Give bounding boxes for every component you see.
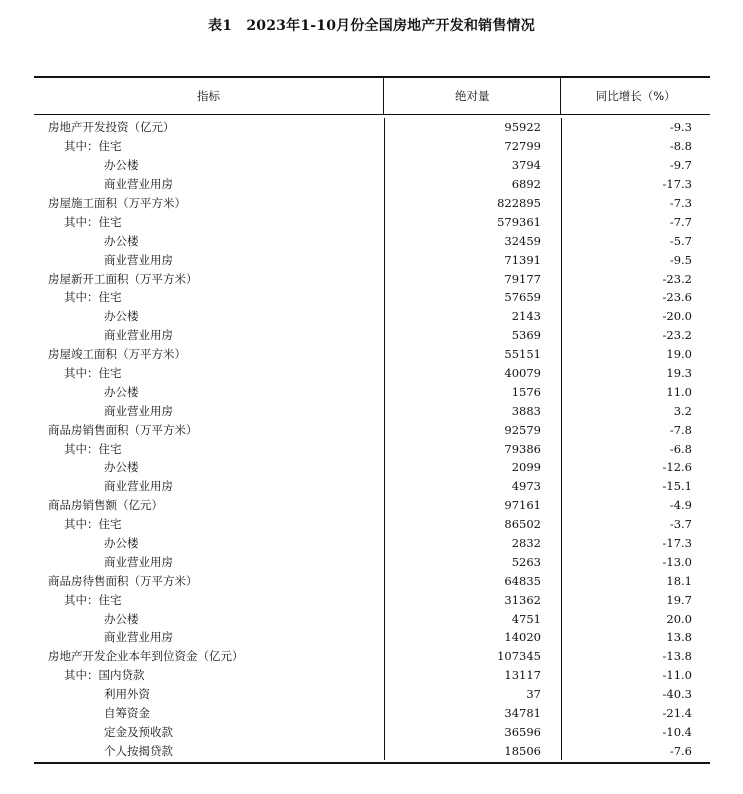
row-absolute-value: 72799 [384,137,561,156]
row-label: 房屋新开工面积（万平方米） [48,271,198,286]
table-row [34,534,710,553]
row-growth-value: -23.2 [561,269,710,288]
table-title: 表1 2023年1-10月份全国房地产开发和销售情况 [208,18,535,34]
header-growth: 同比增长（%） [560,78,710,114]
table-row [34,685,710,704]
row-growth-value: -7.8 [561,420,710,439]
row-label: 办公楼 [104,158,139,173]
row-growth-value: -21.4 [561,704,710,723]
row-label: 商业营业用房 [104,630,173,645]
table-row [34,741,710,760]
row-absolute-value: 14020 [384,628,561,647]
row-label: 利用外资 [104,687,150,702]
row-absolute-value: 2143 [384,307,561,326]
row-absolute-value: 97161 [384,496,561,515]
row-absolute-value: 92579 [384,420,561,439]
row-growth-value: -40.3 [561,685,710,704]
row-label: 商业营业用房 [104,403,173,418]
row-absolute-value: 79386 [384,439,561,458]
row-label: 个人按揭贷款 [104,743,173,758]
table-row [34,590,710,609]
row-absolute-value: 36596 [384,723,561,742]
table-row [34,250,710,269]
row-absolute-value: 13117 [384,666,561,685]
row-absolute-value: 57659 [384,288,561,307]
row-absolute-value: 2099 [384,458,561,477]
table-row [34,156,710,175]
row-growth-value: 13.8 [561,628,710,647]
row-growth-value: -7.3 [561,194,710,213]
table-row [34,118,710,137]
row-label: 商业营业用房 [104,554,173,569]
row-label: 其中：住宅 [64,517,122,532]
row-absolute-value: 2832 [384,534,561,553]
row-label: 其中：住宅 [64,366,122,381]
row-label: 办公楼 [104,384,139,399]
table-row [34,458,710,477]
row-absolute-value: 5263 [384,552,561,571]
table-row [34,552,710,571]
row-growth-value: -20.0 [561,307,710,326]
row-growth-value: 18.1 [561,571,710,590]
row-growth-value: -10.4 [561,723,710,742]
row-absolute-value: 31362 [384,590,561,609]
row-label: 商品房销售面积（万平方米） [48,422,198,437]
row-growth-value: -9.5 [561,250,710,269]
row-growth-value: -13.0 [561,552,710,571]
row-absolute-value: 34781 [384,704,561,723]
row-growth-value: -6.8 [561,439,710,458]
row-absolute-value: 3883 [384,401,561,420]
row-absolute-value: 95922 [384,118,561,137]
table-row [34,382,710,401]
row-label: 其中：国内贷款 [64,668,145,683]
row-growth-value: -23.2 [561,326,710,345]
table-row [34,307,710,326]
row-label: 办公楼 [104,460,139,475]
table-row [34,231,710,250]
table-row [34,420,710,439]
row-growth-value: -5.7 [561,231,710,250]
table-body [34,115,710,762]
row-label: 商业营业用房 [104,479,173,494]
row-growth-value: -9.3 [561,118,710,137]
data-table [34,76,710,764]
row-growth-value: -9.7 [561,156,710,175]
table-row [34,609,710,628]
row-label: 房屋竣工面积（万平方米） [48,347,186,362]
row-label: 办公楼 [104,536,139,551]
row-label: 商品房待售面积（万平方米） [48,573,198,588]
row-absolute-value: 40079 [384,364,561,383]
row-absolute-value: 4751 [384,609,561,628]
row-growth-value: -13.8 [561,647,710,666]
row-absolute-value: 55151 [384,345,561,364]
row-growth-value: -3.7 [561,515,710,534]
table-row [34,666,710,685]
header-indicator: 指标 [196,89,220,103]
table-row [34,477,710,496]
row-absolute-value: 64835 [384,571,561,590]
row-absolute-value: 71391 [384,250,561,269]
row-absolute-value: 37 [384,685,561,704]
row-absolute-value: 3794 [384,156,561,175]
table-row [34,175,710,194]
row-growth-value: -4.9 [561,496,710,515]
row-label: 其中：住宅 [64,290,122,305]
row-label: 商业营业用房 [104,328,173,343]
table-row [34,364,710,383]
row-label: 商业营业用房 [104,177,173,192]
table-row [34,704,710,723]
row-growth-value: 20.0 [561,609,710,628]
table-row [34,212,710,231]
row-growth-value: -11.0 [561,666,710,685]
row-growth-value: -7.7 [561,212,710,231]
row-label: 房屋施工面积（万平方米） [48,196,186,210]
row-growth-value: -17.3 [561,534,710,553]
table-row [34,439,710,458]
row-absolute-value: 6892 [384,175,561,194]
row-growth-value: -12.6 [561,458,710,477]
row-growth-value: -15.1 [561,477,710,496]
table-row [34,137,710,156]
row-absolute-value: 107345 [384,647,561,666]
table-row [34,288,710,307]
table-row [34,515,710,534]
row-label: 其中：住宅 [64,592,122,607]
table-row [34,647,710,666]
row-label: 其中：住宅 [64,441,122,456]
row-growth-value: -17.3 [561,175,710,194]
table-row [34,194,710,213]
row-label: 办公楼 [104,233,139,248]
row-label: 定金及预收款 [104,724,173,739]
table-row [34,723,710,742]
table-header [34,78,710,115]
row-label: 办公楼 [104,611,139,626]
row-growth-value: 19.0 [561,345,710,364]
row-absolute-value: 1576 [384,382,561,401]
row-absolute-value: 579361 [384,212,561,231]
table-row [34,345,710,364]
row-label: 其中：住宅 [64,139,122,154]
row-growth-value: -7.6 [561,741,710,760]
row-absolute-value: 4973 [384,477,561,496]
table-row [34,496,710,515]
table-row [34,571,710,590]
row-absolute-value: 32459 [384,231,561,250]
row-absolute-value: 79177 [384,269,561,288]
table-row [34,269,710,288]
table-row [34,326,710,345]
row-absolute-value: 822895 [384,194,561,213]
row-absolute-value: 18506 [384,741,561,760]
row-growth-value: 11.0 [561,382,710,401]
header-absolute: 绝对量 [383,78,560,114]
table-row [34,628,710,647]
row-label: 商品房销售额（亿元） [48,498,163,513]
row-growth-value: -23.6 [561,288,710,307]
row-label: 自筹资金 [104,706,150,721]
row-growth-value: -8.8 [561,137,710,156]
row-growth-value: 3.2 [561,401,710,420]
row-label: 房地产开发企业本年到位资金（亿元） [48,649,244,664]
row-label: 商业营业用房 [104,252,173,267]
row-absolute-value: 86502 [384,515,561,534]
row-absolute-value: 5369 [384,326,561,345]
row-label: 其中：住宅 [64,214,122,229]
row-label: 房地产开发投资（亿元） [48,120,175,135]
row-growth-value: 19.3 [561,364,710,383]
table-row [34,401,710,420]
row-label: 办公楼 [104,309,139,324]
row-growth-value: 19.7 [561,590,710,609]
